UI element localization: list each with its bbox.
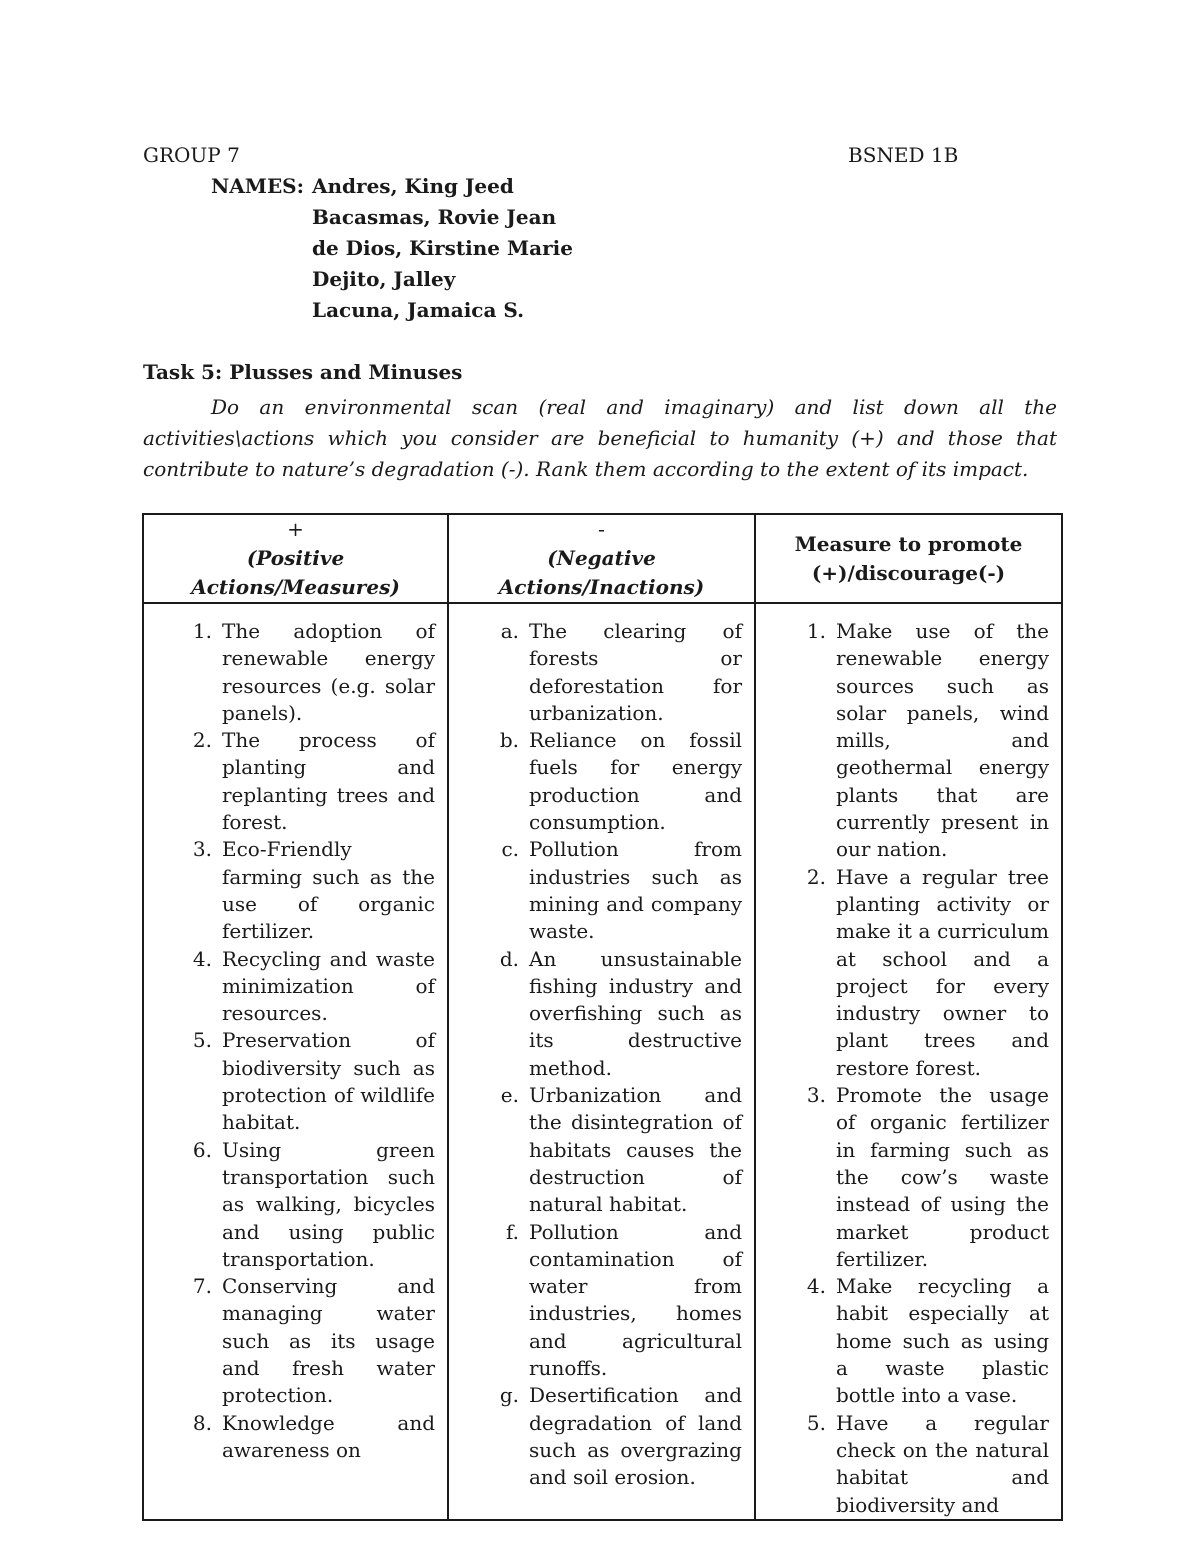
- table-body-row: [143, 603, 1062, 1520]
- list-marker: 3.: [806, 1083, 826, 1108]
- list-item-text: Eco-Friendly farming such as the use of organic fertilizer.: [222, 837, 435, 944]
- header-measures-title: Measure to promote: [794, 531, 1023, 556]
- header-negative-symbol: -: [598, 517, 605, 541]
- measures-list: [806, 618, 1049, 1519]
- list-item: [806, 618, 1049, 864]
- list-marker: e.: [500, 1083, 519, 1108]
- list-item: [501, 836, 742, 945]
- list-marker: 7.: [192, 1274, 212, 1299]
- list-item: [500, 618, 742, 727]
- list-item: [192, 618, 435, 727]
- list-item: [192, 836, 435, 945]
- list-item-text: Using green transportation such as walking, bicycles and using public transportation.: [222, 1137, 435, 1271]
- group-label: GROUP 7: [143, 143, 240, 167]
- list-item: [806, 864, 1049, 1082]
- list-marker: g.: [499, 1383, 519, 1408]
- table-header-row: [143, 514, 1062, 603]
- list-item-text: Knowledge and awareness on: [222, 1410, 435, 1462]
- list-marker: 4.: [192, 946, 212, 971]
- list-item-text: Pollution and contamination of water from industries, homes and agricultural runoffs.: [529, 1219, 742, 1381]
- list-item: [499, 727, 742, 836]
- list-item-text: An unsustainable fishing industry and overfishing such as its destructive method.: [529, 946, 742, 1080]
- list-marker: 8.: [192, 1410, 212, 1435]
- list-marker: 3.: [192, 837, 212, 862]
- header-measures: [755, 514, 1062, 603]
- list-marker: 2.: [806, 864, 826, 889]
- list-marker: a.: [500, 619, 519, 643]
- header-positive-symbol: +: [287, 517, 304, 541]
- list-item: [505, 1219, 742, 1383]
- list-marker: 1.: [192, 619, 212, 643]
- list-marker: 5.: [806, 1410, 826, 1435]
- list-item-text: The clearing of forests or deforestation for urbanization.: [529, 619, 742, 725]
- list-item: [806, 1082, 1049, 1273]
- list-item: [192, 1410, 435, 1465]
- header-positive: [143, 514, 448, 603]
- list-marker: b.: [499, 728, 519, 753]
- list-item-text: Recycling and waste minimization of resources.: [222, 946, 435, 1026]
- names-label: NAMES:: [211, 174, 305, 198]
- header-negative-label: (Negative Actions/Inactions): [498, 546, 705, 599]
- list-marker: c.: [501, 837, 519, 862]
- list-item: [499, 946, 742, 1082]
- list-item-text: The adoption of renewable energy resources (e.g. solar panels).: [222, 619, 435, 725]
- list-item: [192, 1137, 435, 1273]
- list-item: [192, 946, 435, 1028]
- name-2: Bacasmas, Rovie Jean: [312, 205, 557, 229]
- task-instructions: Do an environmental scan (real and imaginary) and list down all the activities\actions which you consider are beneficial to humanity (+) and those that contribute to nature’s degradation (-). Rank them according to the extent of its impact.: [143, 395, 1057, 481]
- list-marker: 5.: [192, 1028, 212, 1053]
- name-5: Lacuna, Jamaica S.: [312, 298, 525, 322]
- list-item: [192, 1273, 435, 1409]
- section-label: BSNED 1B: [848, 143, 959, 167]
- header-positive-label: (Positive Actions/Measures): [191, 546, 400, 599]
- list-marker: 6.: [192, 1137, 212, 1162]
- list-item-text: The process of planting and replanting trees and forest.: [222, 728, 435, 835]
- list-item: [500, 1082, 742, 1218]
- positive-list: [192, 618, 435, 1464]
- list-item: [192, 727, 435, 836]
- name-1: Andres, King Jeed: [312, 174, 514, 198]
- measures-column: [755, 603, 1062, 1520]
- list-item-text: Pollution from industries such as mining and company waste.: [529, 837, 742, 944]
- plusses-minuses-table: [142, 513, 1063, 1521]
- list-item-text: Urbanization and the disintegration of habitats causes the destruction of natural habitat.: [529, 1083, 742, 1217]
- list-item: [499, 1382, 742, 1491]
- list-marker: d.: [499, 946, 519, 971]
- list-item-text: Have a regular tree planting activity or make it a curriculum at school and a project for every industry owner to plant trees and restore forest.: [836, 864, 1049, 1080]
- list-item-text: Conserving and managing water such as its usage and fresh water protection.: [222, 1274, 435, 1408]
- list-item: [806, 1410, 1049, 1519]
- positive-column: [143, 603, 448, 1520]
- name-3: de Dios, Kirstine Marie: [312, 236, 573, 260]
- list-item-text: Have a regular check on the natural habitat and biodiversity and: [836, 1410, 1049, 1517]
- list-item-text: Make use of the renewable energy sources such as solar panels, wind mills, and geothermal energy plants that are currently present in our nation.: [836, 619, 1049, 862]
- task-title: Task 5: Plusses and Minuses: [143, 360, 463, 384]
- list-item-text: Desertification and degradation of land such as overgrazing and soil erosion.: [529, 1383, 742, 1490]
- list-marker: f.: [505, 1219, 519, 1244]
- list-marker: 2.: [192, 728, 212, 753]
- header-negative: [448, 514, 755, 603]
- list-item-text: Preservation of biodiversity such as protection of wildlife habitat.: [222, 1028, 435, 1135]
- list-marker: 4.: [806, 1274, 826, 1299]
- negative-column: [448, 603, 755, 1520]
- list-item-text: Make recycling a habit especially at home such as using a waste plastic bottle into a vase.: [836, 1274, 1049, 1408]
- header-measures-label: (+)/discourage(-): [811, 560, 1006, 585]
- list-item: [806, 1273, 1049, 1409]
- list-item-text: Promote the usage of organic fertilizer in farming such as the cow’s waste instead of using the market product fertilizer.: [836, 1083, 1049, 1271]
- negative-list: [499, 618, 742, 1492]
- list-item: [192, 1027, 435, 1136]
- name-4: Dejito, Jalley: [312, 267, 456, 291]
- list-marker: 1.: [806, 619, 826, 643]
- list-item-text: Reliance on fossil fuels for energy production and consumption.: [529, 728, 742, 835]
